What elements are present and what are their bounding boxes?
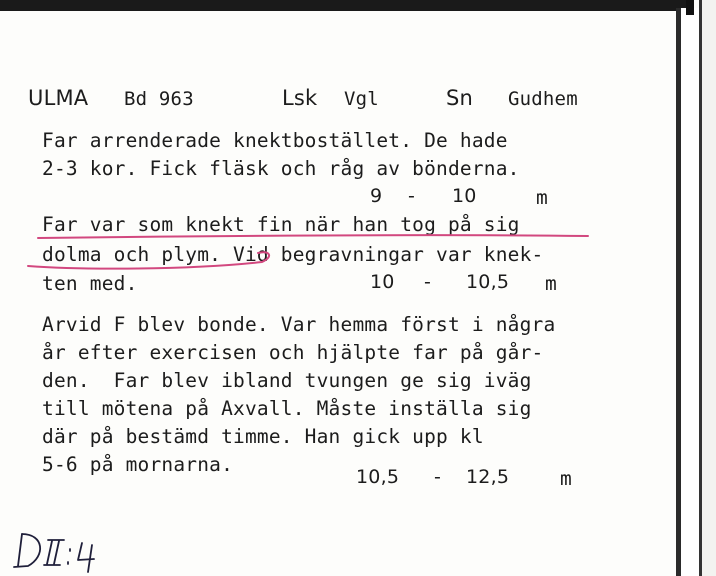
- header-sn-label: Sn: [446, 86, 474, 110]
- p3-line-1: Arvid F blev bonde. Var hemma först i några: [42, 313, 556, 336]
- card-right-strip: [702, 0, 716, 576]
- p3-line-6: 5-6 på mornarna.: [42, 453, 234, 476]
- p2-measure-unit: m: [545, 272, 557, 295]
- p2-measure-dash: -: [424, 271, 432, 293]
- header-lsk-label: Lsk: [282, 86, 318, 110]
- p2-measure-to: 10,5: [466, 271, 510, 293]
- header-term: ULMA: [28, 86, 89, 110]
- p3-line-3: den. Far blev ibland tvungen ge sig iväg: [42, 369, 532, 392]
- p1-measure-dash: -: [408, 185, 416, 207]
- p1-measure-unit: m: [536, 186, 548, 209]
- p3-measure-dash: -: [434, 466, 442, 488]
- p3-line-4: till mötena på Axvall. Måste inställa sig: [42, 397, 532, 420]
- p1-measure-from: 9: [370, 185, 383, 207]
- p1-measure-to: 10: [452, 185, 477, 207]
- header-sn-value: Gudhem: [508, 88, 578, 110]
- p1-line-2: 2-3 kor. Fick fläsk och råg av bönderna.: [42, 157, 520, 180]
- card-right-tab: [686, 0, 694, 15]
- p2-line-2: dolma och plym. Vid begravningar var knek-: [42, 243, 544, 266]
- header-lsk-value: Vgl: [344, 88, 379, 110]
- p2-line-1: Far var som knekt fin när han tog på sig: [42, 213, 520, 236]
- p2-measure-from: 10: [370, 271, 395, 293]
- card-right-gap: [681, 8, 699, 576]
- card-top-border: [0, 0, 690, 11]
- p2-line-3: ten med.: [42, 272, 138, 295]
- p3-line-2: år efter exercisen och hjälpte far på går-: [42, 341, 544, 364]
- p3-measure-from: 10,5: [356, 466, 400, 488]
- p3-measure-unit: m: [560, 467, 572, 490]
- p3-line-5: där på bestämd timme. Han gick upp kl: [42, 425, 484, 448]
- p3-measure-to: 12,5: [466, 466, 510, 488]
- p1-line-1: Far arrenderade knektbostället. De hade: [42, 129, 508, 152]
- header-volume: Bd 963: [124, 88, 194, 110]
